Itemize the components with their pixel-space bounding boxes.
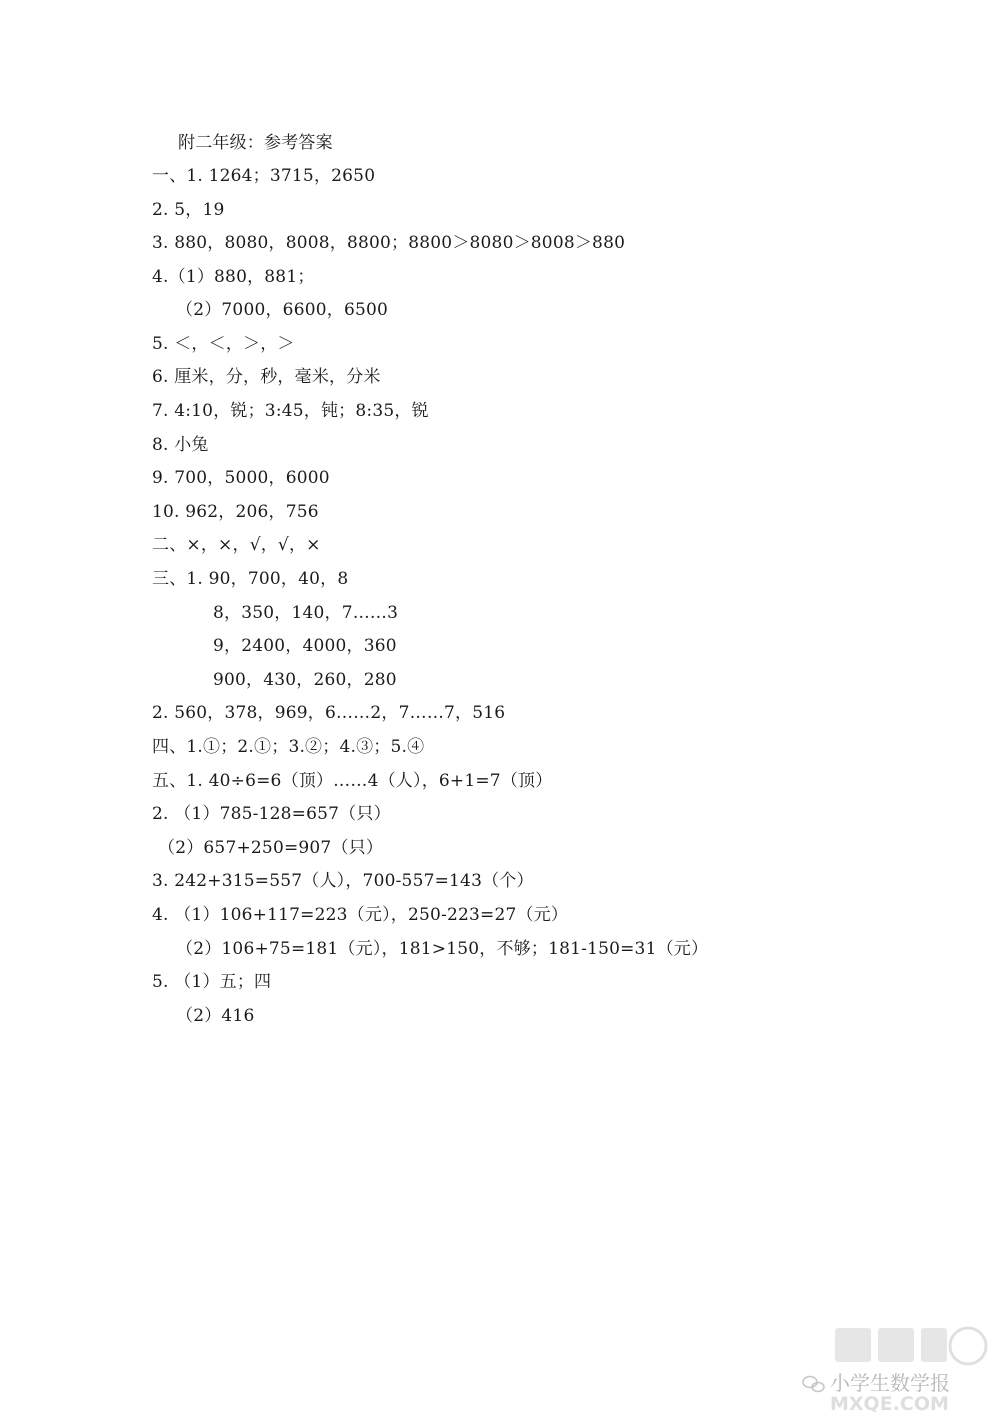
answer-line: （2）416 bbox=[176, 1006, 255, 1026]
answer-line: 2. （1）785-128=657（只） bbox=[152, 804, 391, 824]
answer-line: 10. 962，206，756 bbox=[152, 502, 319, 522]
answer-line: 900，430，260，280 bbox=[213, 670, 397, 690]
answer-line: 9. 700，5000，6000 bbox=[152, 468, 330, 488]
answer-line: 一、1. 1264；3715，2650 bbox=[152, 166, 376, 186]
answer-line: 2. 5，19 bbox=[152, 200, 225, 220]
answer-line: 2. 560，378，969，6……2，7……7，516 bbox=[152, 703, 506, 723]
page-title: 附二年级：参考答案 bbox=[178, 133, 333, 153]
watermark-account: 小学生数学报 bbox=[830, 1371, 950, 1395]
answer-line: 4.（1）880，881； bbox=[152, 267, 315, 287]
wechat-icon bbox=[803, 1377, 824, 1392]
answer-line: （2）657+250=907（只） bbox=[158, 838, 384, 858]
answer-line: 五、1. 40÷6=6（顶）……4（人），6+1=7（顶） bbox=[152, 771, 553, 791]
answer-line: 二、×，×，√，√，× bbox=[152, 535, 321, 555]
watermark-site: MXQE.COM bbox=[830, 1393, 949, 1412]
answer-line: 9，2400，4000，360 bbox=[213, 636, 397, 656]
answer-line: 5. （1）五；四 bbox=[152, 972, 272, 992]
answer-line: 4. （1）106+117=223（元），250-223=27（元） bbox=[152, 905, 569, 925]
answer-line: （2）106+75=181（元），181>150，不够；181-150=31（元） bbox=[176, 939, 709, 959]
answer-line: 5. ＜，＜，＞，＞ bbox=[152, 334, 295, 354]
answer-line: 8，350，140，7……3 bbox=[213, 603, 399, 623]
answer-line: 6. 厘米，分，秒，毫米，分米 bbox=[152, 367, 381, 387]
answer-line: 3. 242+315=557（人），700-557=143（个） bbox=[152, 871, 534, 891]
answer-line: 8. 小兔 bbox=[152, 435, 209, 455]
answer-line: 3. 880，8080，8008，8800；8800＞8080＞8008＞880 bbox=[152, 233, 626, 253]
watermark-logo bbox=[800, 1322, 995, 1412]
answer-line: （2）7000，6600，6500 bbox=[176, 300, 389, 320]
watermark bbox=[800, 1322, 995, 1412]
answer-line: 7. 4:10，锐；3:45，钝；8:35，锐 bbox=[152, 401, 429, 421]
answer-line: 三、1. 90，700，40，8 bbox=[152, 569, 349, 589]
answer-line: 四、1.①；2.①；3.②；4.③；5.④ bbox=[152, 737, 425, 757]
